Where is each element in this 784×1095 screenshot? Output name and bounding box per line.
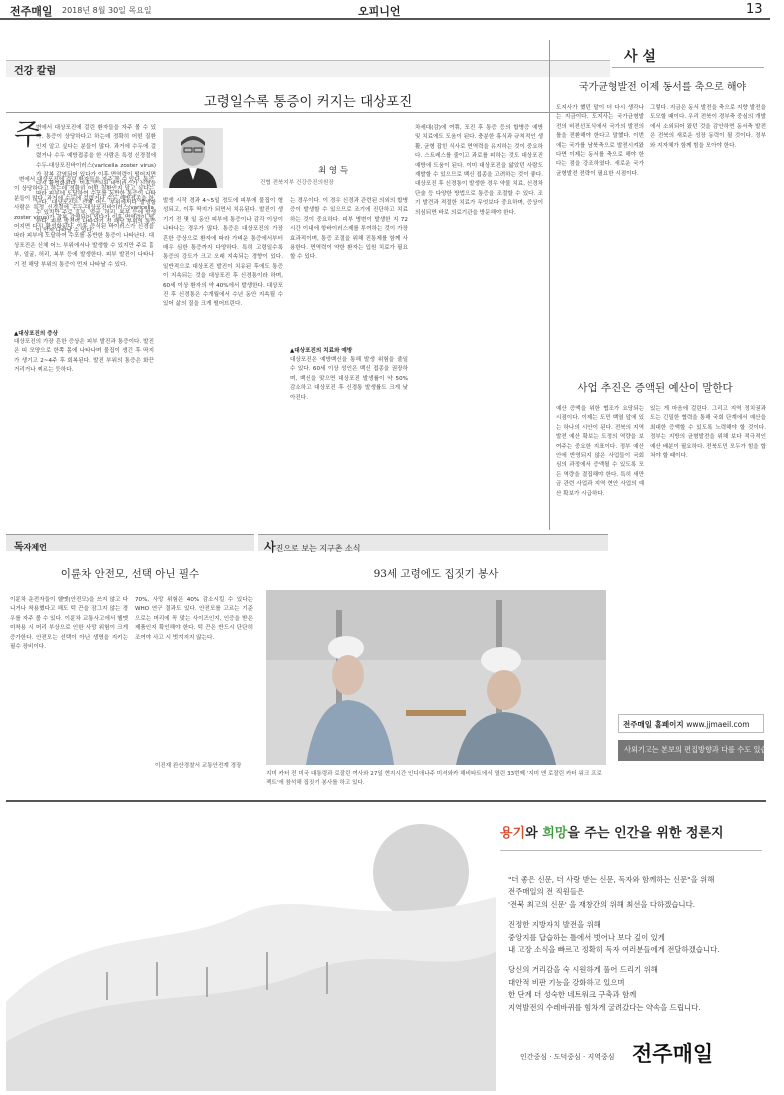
ad-headline — [500, 822, 724, 841]
ad-line: 진정한 지방자치 발전을 위해 — [508, 920, 601, 930]
homepage-link[interactable] — [618, 714, 764, 733]
reader-label-rest: 자제언 — [23, 543, 47, 552]
homepage-label: 전주매일 홈페이지 — [623, 720, 684, 729]
health-col4: 차세대(감)에 여쭤, 포진 후 통증 등의 합병증 예방 및 치료에도 도움이 된다. 충분한 휴식과 규칙적인 생활, 균형 잡힌 식사로 면역력을 유지하는 것이 중요하다. 스트레스를 줄이고 과로를 피하는 것도 대상포진 예방에 도움이 된다. 이미 대상포진을 앓았던 사람도 재발할 수 있으므로 백신 접종을 고려하는 것이 좋다. 대상포진 후 신경통이 발생한 경우 약물 치료, 신경차단술 등 다양한 방법으로 통증을 조절할 수 있다. 조기 발견과 적절한 치료가 무엇보다 중요하며, 증상이 의심되면 바로 의료기관을 방문해야 한다. — [415, 125, 543, 216]
photo-news-prefix: 사 — [264, 540, 276, 554]
health-subhead-2: ▲대상포진의 치료와 예방 — [290, 348, 353, 354]
editorial-body-2b: 있는 게 마음에 걸린다. 그리고 지역 정치권과 도는 긴밀한 협력을 통해 국회 단계에서 예산을 최대한 증액할 수 있도록 노력해야 할 것이다. 정부는 지방의 균형발전을 위해 보다 적극적인 예산 배분이 필요하다. 전북도민 모두가 힘을 합쳐야 할 때이다. — [650, 406, 766, 460]
author-affiliation: 건협 전북지부 건강증진의원장 — [260, 180, 334, 186]
ad-headline-part-4: 을 주는 인간을 위한 정론지 — [567, 826, 724, 841]
ad-headline-part-3: 희망 — [542, 826, 568, 841]
issue-date: 2018년 8월 30일 목요일 — [62, 6, 152, 15]
ad-line: 대안적 비판 기능을 강화하고 있으며 — [508, 977, 625, 987]
photo-news-title: 93세 고령에도 집짓기 봉사 — [373, 568, 499, 580]
health-col1-text: 변에서 대상포진에 걸린 환자들을 자주 볼 수 있다. 통증이 상당하다고 하는데 정확히 어떤 질환인지 알고 싶다는 분들이 많다. 과거에 수두에 걸렸거나 수두 예방접종을 한 사람은 특정 신경절에 수두-대상포진바이러스(varicella zoster virus)가 잠복 감염되어 있다가 이후 면역력이 떨어지면 다시 활성화된다. 이후 증식된 바이러스가 신경을 따라 피부에 도달하여 수포를 동반한 통증이 나타난다. 대상포진은 신체 어느 부위에서나 발생할 수 있지만 주로 흉부, 얼굴, 허리, 복부 등에 발생한다. 피부 발진이 나타나기 전 해당 부위의 통증이 먼저 나타날 수 있다. — [14, 177, 154, 268]
news-photo — [266, 590, 606, 765]
health-col3b: 대상포진은 예방백신을 통해 발생 위험을 줄일 수 있다. 60세 이상 성인은 백신 접종을 권장하며, 백신을 맞으면 대상포진 발생률이 약 50% 감소하고 대상포진 후 신경통 발생률도 크게 낮아진다. — [290, 357, 408, 401]
divider — [6, 112, 610, 113]
photo-caption: 지미 카터 전 미국 대통령과 로잘린 여사와 27일 현지시간 인디애나주 미셔와카 해비타트에서 열린 33번째 '지미 앤 로잘린 카터 워크 프로젝트'에 참석해 집짓기 봉사를 하고 있다. — [266, 771, 602, 786]
author-name: 최 영 득 — [318, 166, 349, 176]
health-column-label: 건강 칼럼 — [14, 66, 57, 77]
health-col1-top: 변에서 대상포진에 걸린 환자들을 자주 볼 수 있다. 통증이 상당하다고 하는데 정확히 어떤 질환인지 알고 싶다는 분들이 많다. 과거에 수두에 걸렸거나 수두 예방접종을 한 사람은 특정 신경절에 수두-대상포진바이러스(varicella zoster virus)가 잠복 감염되어 있다가 이후 면역력이 떨어지면 다시 활성화된다. 이후 증식된 바이러스가 신경을 따라 피부에 도달하여 수포를 동반한 통증이 나타난다. 대상포진은 신체 어느 부위에서나 발생할 수 있지만 주로 흉부, 얼굴, 허리, 복부 등에 발생한다. 피부 발진이 나타나기 전 해당 부위의 통증이 먼저 나타날 수 있다. — [36, 125, 156, 235]
homepage-url[interactable]: www.jjmaeil.com — [686, 720, 750, 729]
health-col2: 발생 시작 경과 4~5일 정도에 피부에 물집이 형성되고, 이후 딱지가 되면서 치유된다. 발진이 생기기 전 몇 일 동안 피부에 통증이나 감각 이상이 나타나는 경우가 많다. 통증은 대상포진의 가장 흔한 증상으로 환자에 따라 가벼운 통증에서부터 매우 심한 통증까지 다양하다. 특히 고령일수록 통증의 강도가 크고 오래 지속되는 경향이 있다. 일반적으로 대상포진 발진이 치유된 후에도 통증이 지속되는 것을 대상포진 후 신경통이라 하며, 60세 이상 환자의 약 40%에서 발생한다. 대상포진 후 신경통은 수개월에서 수년 동안 지속될 수 있어 삶의 질을 크게 떨어뜨린다. — [163, 198, 283, 308]
health-subhead-1: ▲대상포진의 증상 — [14, 331, 59, 337]
editorial-title-2: 사업 추진은 증액된 예산이 말한다 — [577, 382, 733, 394]
ad-brand-logo: 전주매일 — [632, 1042, 714, 1066]
ad-body — [508, 874, 758, 1014]
reader-body-2: 70%, 사망 위험은 40% 감소시킬 수 있다는 WHO 연구 결과도 있다. 안전모를 고르는 기준으로는 머리에 꼭 맞는 사이즈인지, 인증을 받은 제품인지 확인해야 한다. 턱 끈은 반드시 단단히 조여야 사고 시 벗겨지지 않는다. — [135, 597, 253, 641]
editorial-body-1a: 도지사가 했던 말이 더 다시 생각나는 지금이다. 도지사는 국가균형발전의 비전선포식에서 국가의 발전의 틀을 전환해야 한다고 말했다. 이번에는 국가를 남북축으로 발전시켜왔다면 이제는 동서를 축으로 해야 한다는 점을 강조하였다. 새로운 국가균형발전 전략이 필요한 시점이다. — [556, 105, 644, 177]
editorial-body-1b: 그렇다. 지금은 동서 발전을 축으로 지향 발전을 도모할 때이다. 우리 전북이 경부축 중심의 개발에서 소외되어 왔던 것을 감안하면 동서축 발전은 전북의 새로운 성장 동력이 될 것이다. 정부와 지자체가 함께 힘을 모아야 한다. — [650, 105, 766, 149]
health-col1b: 대상포진의 가장 흔한 증상은 피부 발진과 통증이다. 발진은 띠 모양으로 한쪽 몸에 나타나며 물집이 생긴 후 딱지가 생기고 2~4주 후 회복된다. 발진 부위의 통증은 화끈거리거나 찌르는 듯하다. — [14, 339, 154, 374]
ad-line: '전북 최고의 신문' 을 재창간의 위해 최선을 다하겠습니다. — [508, 899, 696, 909]
ad-illustration — [6, 802, 496, 1091]
column-divider — [549, 40, 550, 530]
health-article-title: 고령일수록 통증이 커지는 대상포진 — [203, 94, 413, 110]
section-name: 오피니언 — [358, 5, 401, 18]
editorial-body-2a: 예산 증액을 위한 협조가 요당되는 시점이다. 이제는 도민 백열 앞에 있는 하나의 시안이 된다. 전북의 지역발전 예산 확보는 도정의 역량을 보여주는 중요한 지표이다. 정부 예산안에 반영되지 않은 사업들이 국회 심의 과정에서 증액될 수 있도록 모든 역량을 결집해야 한다. 특히 새만금 관련 사업과 지역 현안 사업의 예산 확보가 시급하다. — [556, 406, 644, 497]
health-col3: 는 경우이다. 이 경우 신경과 관련된 의외의 합병증이 발생할 수 있으므로 조기에 진단하고 치료하는 것이 중요하다. 피부 병변이 발생한 지 72시간 이내에 항바이러스제를 투여하는 것이 가장 효과적이며, 통증 조절을 위해 진통제를 함께 사용한다. 면역력이 약한 환자는 입원 치료가 필요할 수 있다. — [290, 198, 408, 261]
masthead: 전주매일 — [10, 5, 53, 18]
reader-label-char: 독 — [14, 542, 24, 553]
ad-divider — [500, 850, 762, 851]
author-photo — [163, 128, 223, 188]
ad-line: 한 단계 더 성숙한 네트워크 구축과 함께 — [508, 990, 637, 1000]
health-col1-continued — [14, 176, 154, 322]
reader-article-title: 이륜차 안전모, 선택 아닌 필수 — [60, 568, 200, 580]
ad-line: 내 고장 소식을 빠르고 정확히 독자 여러분들에게 전달하겠습니다. — [508, 945, 720, 955]
reader-byline: 이진재 완산경찰서 교통안전계 경장 — [155, 763, 242, 769]
reader-column-label — [14, 538, 47, 553]
ad-headline-part-1: 용기 — [500, 826, 526, 841]
photo-news-label — [264, 538, 361, 555]
health-column-bar — [6, 60, 610, 77]
ad-line: 전주매일의 전 직원들은 — [508, 887, 585, 897]
page-number: 13 — [746, 2, 763, 17]
ad-line: 중앙지를 답습하는 틀에서 벗어나 보다 깊이 있게 — [508, 932, 665, 942]
drop-cap: 주 — [14, 117, 43, 151]
editorial-title-1: 국가균형발전 이제 동서를 축으로 해야 — [578, 82, 747, 93]
photo-news-rest: 진으로 보는 지구촌 소식 — [275, 544, 361, 553]
ad-tagline: 인간중심 · 도덕중심 · 지역중심 — [520, 1053, 615, 1061]
contribution-note: 사외기고는 본보의 편집방향과 다를 수도 있습니다. — [618, 740, 764, 761]
ad-line: "더 좋은 신문, 더 사랑 받는 신문, 독자와 함께하는 신문"을 위해 — [508, 875, 715, 884]
editorial-label: 사 설 — [624, 49, 656, 65]
ad-headline-part-2: 와 — [525, 826, 543, 841]
reader-body-1: 이륜차 운전자들이 헬멧(안전모)을 쓰지 않고 다니거나 착용했다고 해도 턱 끈을 잠그지 않는 경우를 자주 볼 수 있다. 이륜차 교통사고에서 헬멧 미착용 시 머리 부상으로 인한 사망 위험이 크게 증가한다. 안전모는 선택이 아닌 생명을 지키는 필수 장비이다. — [10, 597, 128, 651]
ad-line: 당신의 거리감을 숙 시원하게 풀어 드리기 위해 — [508, 965, 658, 975]
ad-line: 지역발전의 수레바퀴를 힘차게 굴려갔다는 약속을 드립니다. — [508, 1002, 701, 1012]
